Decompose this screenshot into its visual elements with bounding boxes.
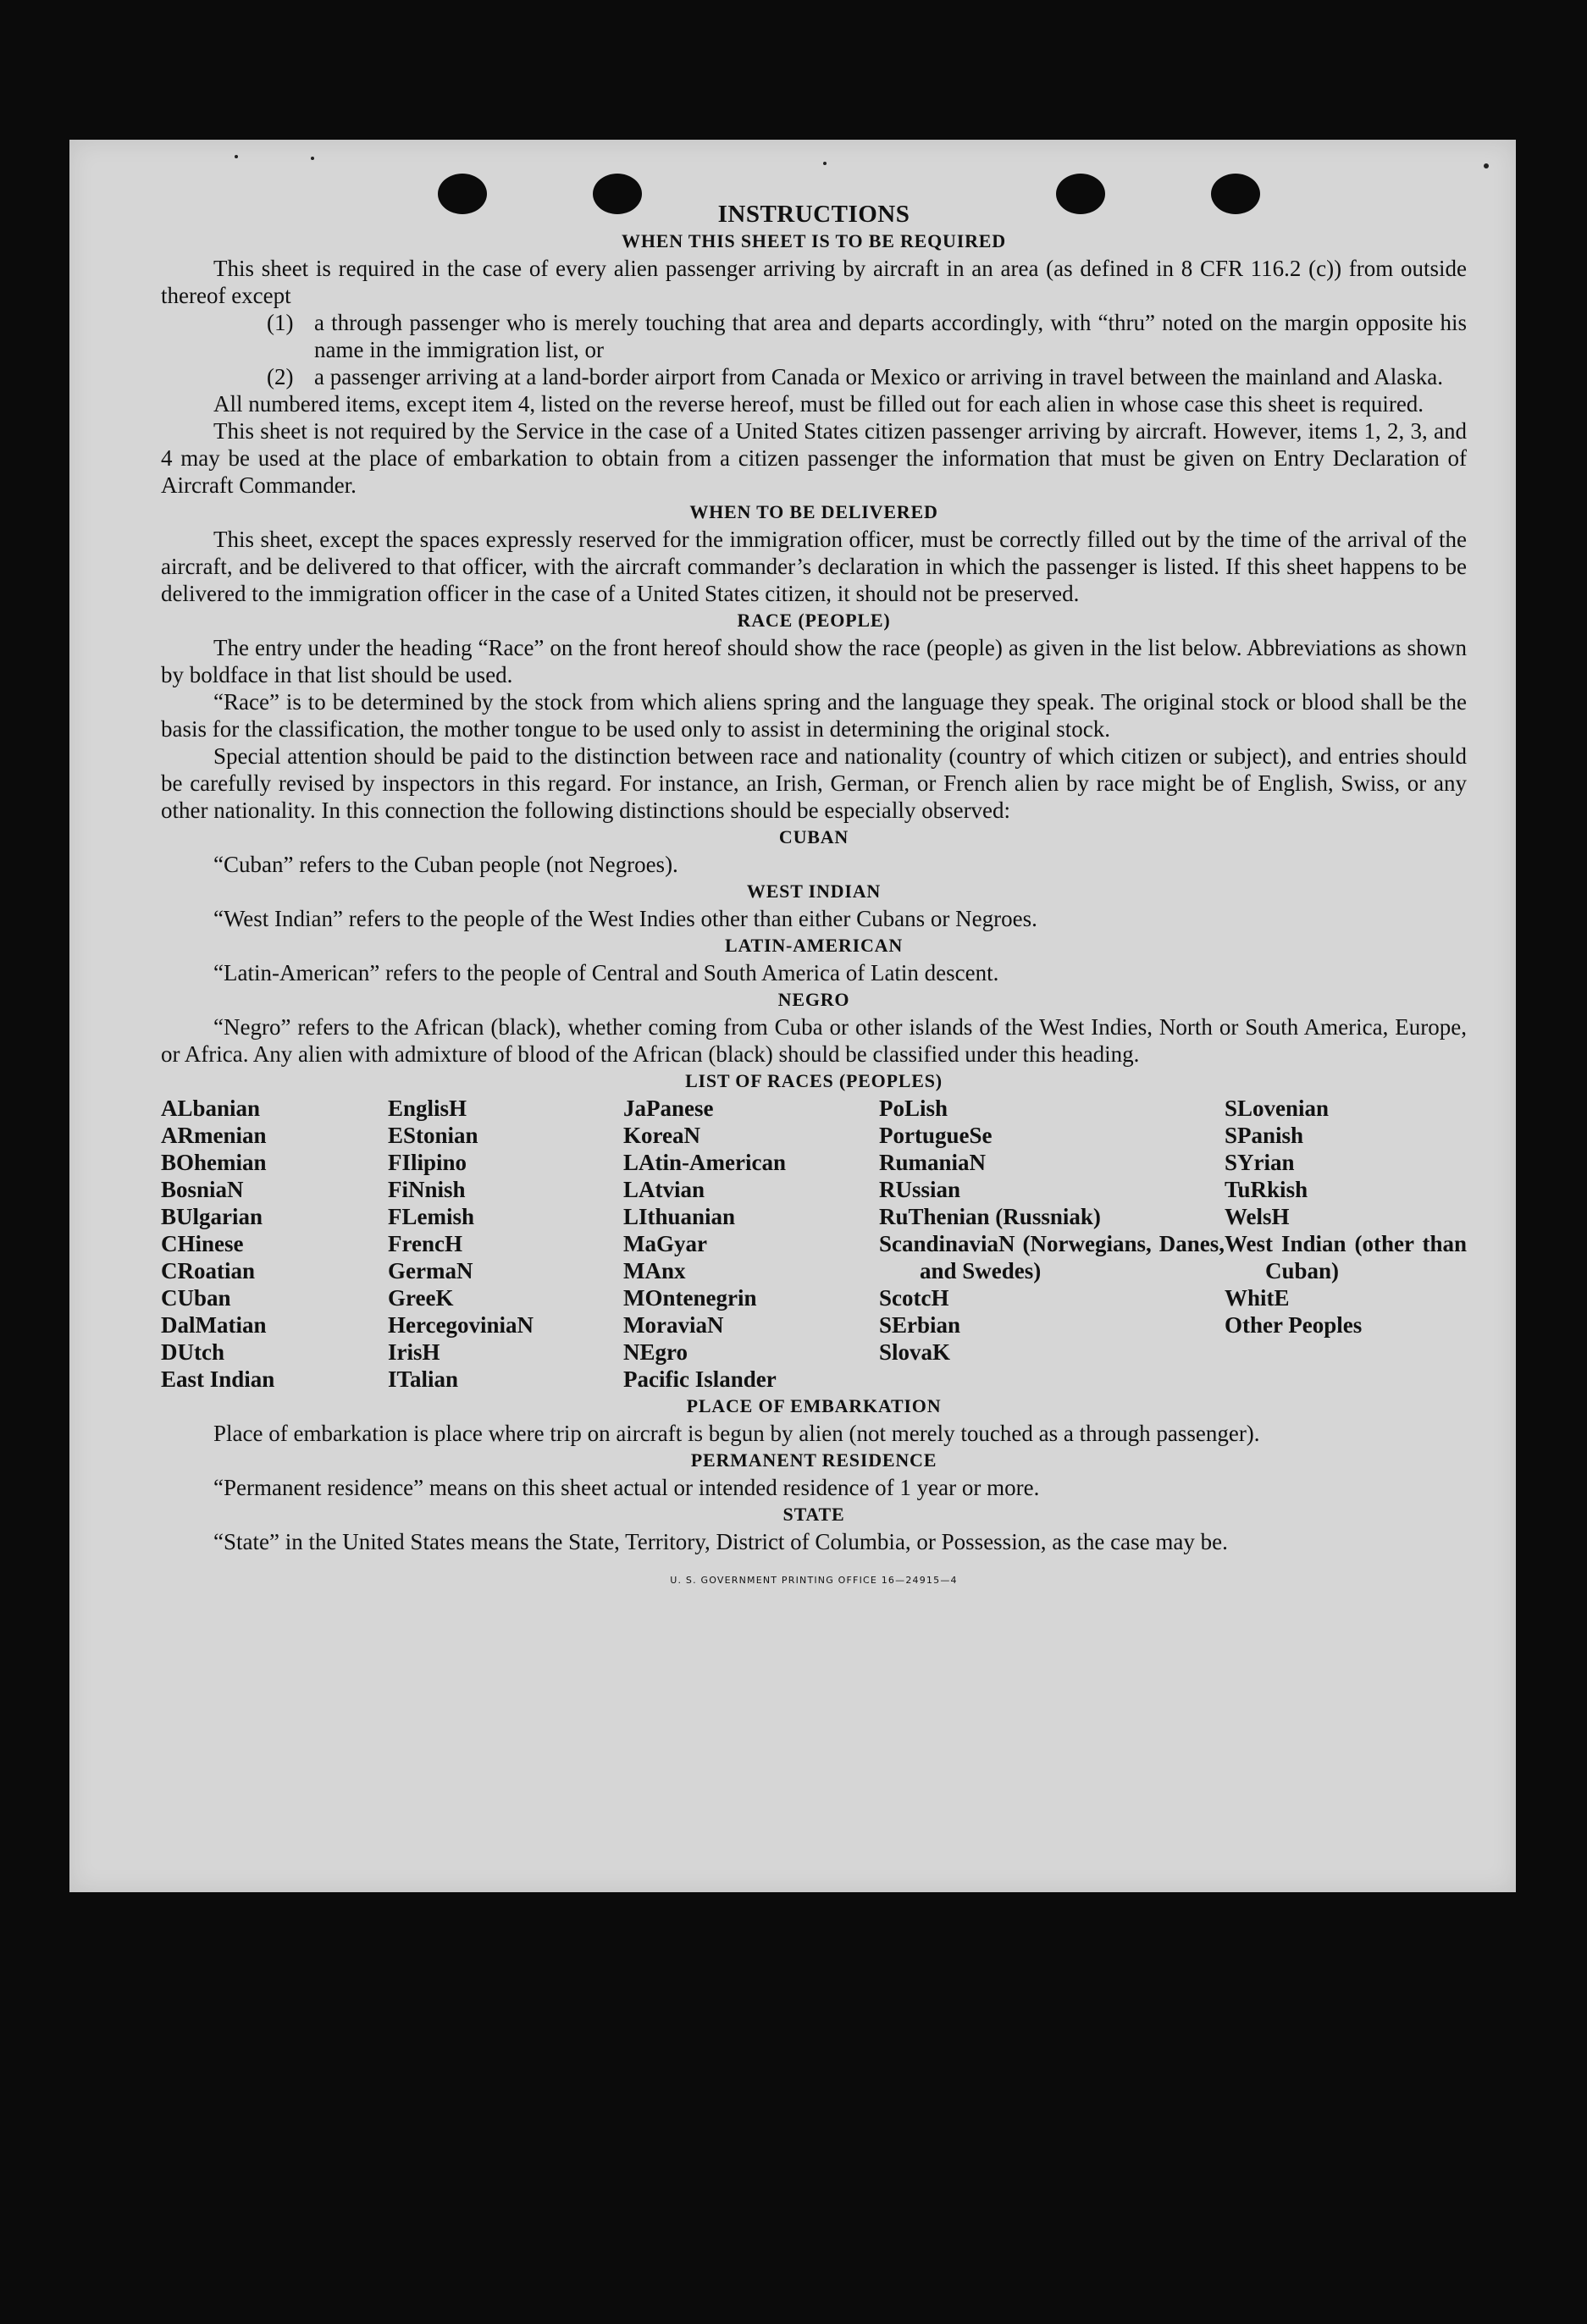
- section-heading-race: RACE (PEOPLE): [737, 610, 891, 631]
- race-entry: IrisH: [388, 1339, 440, 1365]
- race-entry: FLemish: [388, 1204, 475, 1229]
- race-entry: BUlgarian: [161, 1204, 263, 1229]
- race-entry: NEgro: [623, 1339, 688, 1365]
- race-entry: DUtch: [161, 1339, 224, 1365]
- dust-speck: [311, 157, 314, 160]
- printer-imprint: U. S. GOVERNMENT PRINTING OFFICE 16—24915—4: [670, 1575, 958, 1586]
- race-entry: EnglisH: [388, 1096, 467, 1121]
- race-entry: SLovenian: [1225, 1096, 1330, 1121]
- required-intro: This sheet is required in the case of every alien passenger arriving by aircraft in an area (as defined in 8 CFR 116.2 (c)) from outside thereof except: [161, 256, 1467, 308]
- paragraph: Special attention should be paid to the distinction between race and nationality (country of which citizen or subject), and entries should be carefully revised by inspectors in this regard. For instance, an Irish, German, or French alien by race might be of English, Swiss, or any other nationality. In this connection the following distinctions should be especially observed:: [161, 743, 1467, 823]
- race-entry: ScotcH: [879, 1285, 949, 1311]
- race-entry: CUban: [161, 1285, 231, 1311]
- paragraph: “Permanent residence” means on this sheet actual or intended residence of 1 year or more.: [213, 1475, 1040, 1500]
- race-entry: GermaN: [388, 1258, 473, 1283]
- race-entry: PoLish: [879, 1096, 948, 1121]
- race-entry: BOhemian: [161, 1150, 267, 1175]
- section-heading-races: LIST OF RACES (PEOPLES): [685, 1070, 943, 1091]
- race-entry: TuRkish: [1225, 1177, 1308, 1202]
- race-entry: RUssian: [879, 1177, 961, 1202]
- item-text: a through passenger who is merely touching that area and departs accordingly, with “thru” noted on the margin opposite his name in the immigration list, or: [314, 310, 1467, 362]
- races-column-1: [161, 1095, 388, 1393]
- paragraph: “Cuban” refers to the Cuban people (not Negroes).: [213, 852, 678, 877]
- races-column-2: [388, 1095, 623, 1393]
- race-entry: MAnx: [623, 1258, 686, 1283]
- race-entry: CHinese: [161, 1231, 244, 1256]
- paragraph: All numbered items, except item 4, listed on the reverse hereof, must be filled out for each alien in whose case this sheet is required.: [213, 391, 1424, 417]
- race-entry: Other Peoples: [1225, 1312, 1363, 1338]
- instructions-content: [161, 199, 1467, 1594]
- paragraph: “Latin-American” refers to the people of Central and South America of Latin descent.: [213, 960, 999, 985]
- list-item: [267, 363, 1467, 390]
- race-entry: SlovaK: [879, 1339, 951, 1365]
- race-entry: ARmenian: [161, 1123, 267, 1148]
- paragraph: Place of embarkation is place where trip on aircraft is begun by alien (not merely touched as a through passenger).: [213, 1421, 1260, 1446]
- race-entry: ScandinaviaN (Norwegians, Danes, and Swedes): [879, 1231, 1225, 1283]
- race-entry: SErbian: [879, 1312, 961, 1338]
- dust-speck: [235, 155, 238, 158]
- race-entry: LIthuanian: [623, 1204, 736, 1229]
- race-entry: BosniaN: [161, 1177, 244, 1202]
- list-item: [267, 309, 1467, 363]
- race-entry: LAtin-American: [623, 1150, 786, 1175]
- race-entry: RuThenian (Russniak): [879, 1204, 1101, 1229]
- races-list: [161, 1095, 1467, 1393]
- race-entry: WelsH: [1225, 1204, 1290, 1229]
- section-heading-embarkation: PLACE OF EMBARKATION: [686, 1395, 942, 1416]
- paragraph: “Race” is to be determined by the stock from which aliens spring and the language they speak. The original stock or blood shall be the basis for the classification, the mother tongue to be used only to assist in determining the original stock.: [161, 689, 1467, 742]
- race-entry: EStonian: [388, 1123, 478, 1148]
- race-entry: CRoatian: [161, 1258, 256, 1283]
- race-entry: LAtvian: [623, 1177, 705, 1202]
- paragraph: This sheet is not required by the Service in the case of a United States citizen passenger arriving by aircraft. However, items 1, 2, 3, and 4 may be used at the place of embarkation to obtain from a citizen passenger the information that must be given on Entry Declaration of Aircraft Commander.: [161, 418, 1467, 498]
- races-column-3: [623, 1095, 879, 1393]
- race-entry: Pacific Islander: [623, 1366, 777, 1392]
- item-text: a passenger arriving at a land-border airport from Canada or Mexico or arriving in travel between the mainland and Alaska.: [314, 364, 1444, 389]
- section-heading-state: STATE: [782, 1504, 845, 1525]
- race-entry: FIlipino: [388, 1150, 467, 1175]
- race-entry: WhitE: [1225, 1285, 1290, 1311]
- section-heading-required: WHEN THIS SHEET IS TO BE REQUIRED: [622, 230, 1006, 251]
- race-entry: DalMatian: [161, 1312, 267, 1338]
- item-number: (1): [267, 310, 294, 335]
- page-title: INSTRUCTIONS: [717, 201, 910, 228]
- race-entry: KoreaN: [623, 1123, 700, 1148]
- race-entry: East Indian: [161, 1366, 275, 1392]
- section-heading-cuban: CUBAN: [778, 826, 849, 847]
- race-entry: PortugueSe: [879, 1123, 993, 1148]
- race-entry: ITalian: [388, 1366, 459, 1392]
- section-heading-delivered: WHEN TO BE DELIVERED: [689, 501, 938, 522]
- section-heading-negro: NEGRO: [777, 989, 850, 1010]
- race-entry: GreeK: [388, 1285, 454, 1311]
- dust-speck: [1484, 163, 1489, 168]
- race-entry: RumaniaN: [879, 1150, 987, 1175]
- section-heading-latin-american: LATIN-AMERICAN: [724, 935, 904, 956]
- race-entry: MoraviaN: [623, 1312, 724, 1338]
- race-entry: JaPanese: [623, 1096, 714, 1121]
- race-entry: FiNnish: [388, 1177, 466, 1202]
- document-sheet: [69, 140, 1516, 1892]
- item-number: (2): [267, 364, 294, 389]
- paragraph: “West Indian” refers to the people of the West Indies other than either Cubans or Negroes.: [213, 906, 1037, 931]
- race-entry: FrencH: [388, 1231, 462, 1256]
- paragraph: “Negro” refers to the African (black), whether coming from Cuba or other islands of the West Indies, North or South America, Europe, or Africa. Any alien with admixture of blood of the African (black) should be classified under this heading.: [161, 1014, 1467, 1067]
- section-heading-west-indian: WEST INDIAN: [746, 880, 882, 902]
- race-entry: MOntenegrin: [623, 1285, 757, 1311]
- races-column-4: [879, 1095, 1225, 1393]
- race-entry: SPanish: [1225, 1123, 1304, 1148]
- section-heading-residence: PERMANENT RESIDENCE: [690, 1449, 937, 1471]
- race-entry: West Indian (other than Cuban): [1225, 1231, 1467, 1283]
- paragraph: The entry under the heading “Race” on the front hereof should show the race (people) as given in the list below. Abbreviations as shown by boldface in that list should be used.: [161, 635, 1467, 687]
- paragraph: “State” in the United States means the State, Territory, District of Columbia, or Possession, as the case may be.: [213, 1529, 1228, 1554]
- paragraph: This sheet, except the spaces expressly reserved for the immigration officer, must be correctly filled out by the time of the arrival of the aircraft, and be delivered to that officer, with the aircraft commander’s declaration in which the passenger is listed. If this sheet happens to be delivered to the immigration officer in the case of a United States citizen, it should not be preserved.: [161, 527, 1467, 606]
- dust-speck: [823, 162, 827, 165]
- race-entry: SYrian: [1225, 1150, 1295, 1175]
- races-column-5: [1225, 1095, 1467, 1393]
- race-entry: HercegoviniaN: [388, 1312, 534, 1338]
- race-entry: MaGyar: [623, 1231, 707, 1256]
- race-entry: ALbanian: [161, 1096, 261, 1121]
